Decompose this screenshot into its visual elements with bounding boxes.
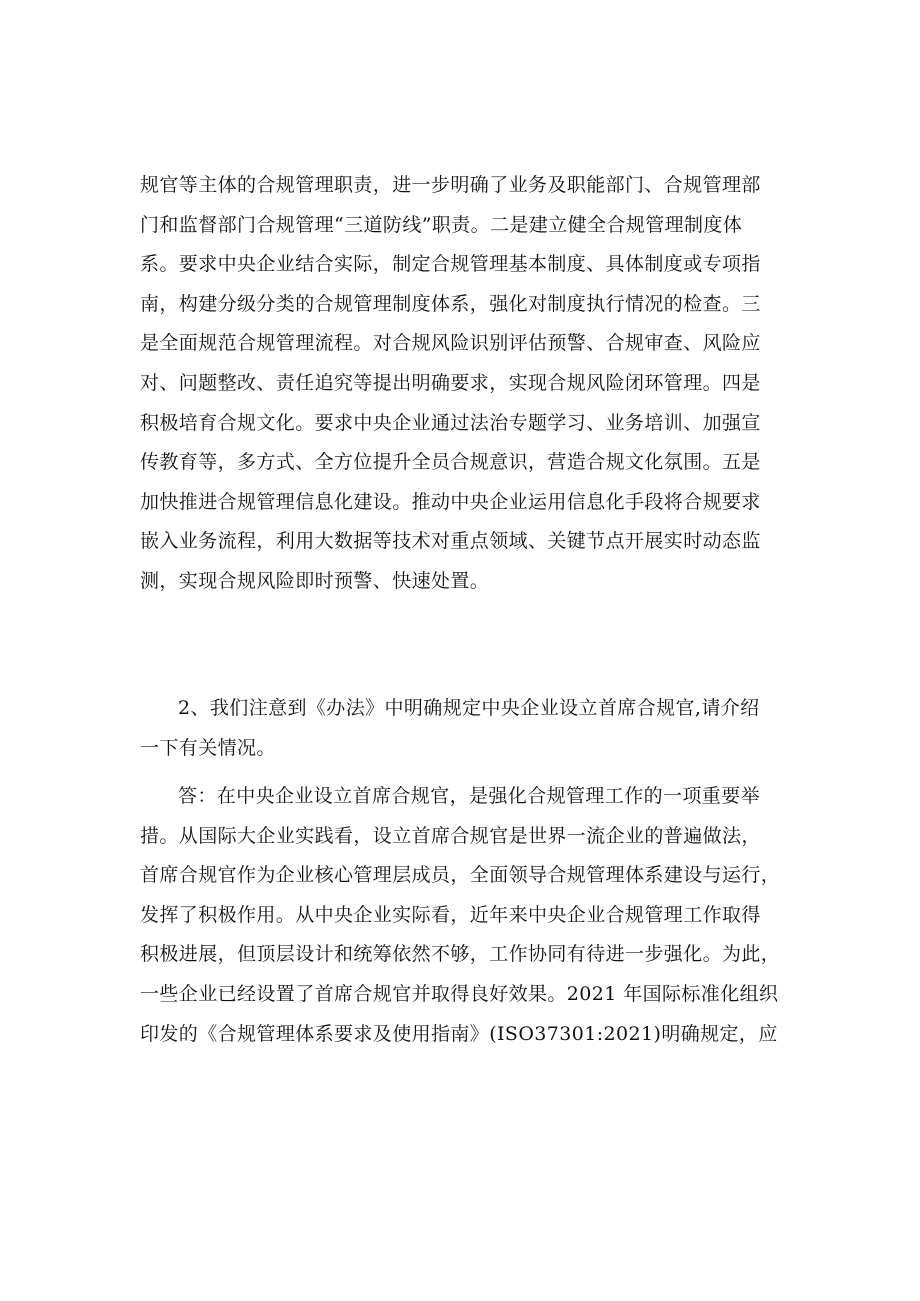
text-line: 传教育等，多方式、全方位提升全员合规意识，营造合规文化氛围。五是 xyxy=(140,451,761,474)
text-line: 发挥了积极作用。从中央企业实际看，近年来中央企业合规管理工作取得 xyxy=(140,903,761,926)
text-line: 2、我们注意到《办法》中明确规定中央企业设立首席合规官,请介绍 xyxy=(178,697,760,719)
text-line: 印发的《合规管理体系要求及使用指南》(ISO37301:2021)明确规定，应 xyxy=(140,1022,778,1045)
text-line: 测，实现合规风险即时预警、快速处置。 xyxy=(140,569,490,592)
text-line: 是全面规范合规管理流程。对合规风险识别评估预警、合规审查、风险应 xyxy=(140,332,761,355)
text-line: 措。从国际大企业实践看，设立首席合规官是世界一流企业的普遍做法， xyxy=(140,824,761,847)
text-line: 积极培育合规文化。要求中央企业通过法治专题学习、业务培训、加强宣 xyxy=(140,411,761,434)
text-line: 系。要求中央企业结合实际，制定合规管理基本制度、具体制度或专项指 xyxy=(140,253,761,276)
paragraph-compliance-system xyxy=(140,166,790,602)
text-line: 加快推进合规管理信息化建设。推动中央企业运用信息化手段将合规要求 xyxy=(140,490,761,513)
text-line: 一下有关情况。 xyxy=(140,736,276,759)
text-line: 一些企业已经设置了首席合规官并取得良好效果。2021 年国际标准化组织 xyxy=(140,982,779,1005)
text-line: 答：在中央企业设立首席合规官，是强化合规管理工作的一项重要举 xyxy=(178,785,761,807)
text-line: 积极进展，但顶层设计和统筹依然不够，工作协同有待进一步强化。为此， xyxy=(140,943,781,966)
text-line: 对、问题整改、责任追究等提出明确要求，实现合规风险闭环管理。四是 xyxy=(140,371,761,394)
text-line: 门和监督部门合规管理“三道防线”职责。二是建立健全合规管理制度体 xyxy=(140,213,743,236)
paragraph-question-2 xyxy=(140,689,790,768)
text-line: 规官等主体的合规管理职责，进一步明确了业务及职能部门、合规管理部 xyxy=(140,174,761,196)
text-line: 南，构建分级分类的合规管理制度体系，强化对制度执行情况的检查。三 xyxy=(140,292,761,315)
text-line: 首席合规官作为企业核心管理层成员，全面领导合规管理体系建设与运行， xyxy=(140,864,781,887)
text-line: 嵌入业务流程，利用大数据等技术对重点领域、关键节点开展实时动态监 xyxy=(140,530,761,553)
paragraph-answer xyxy=(140,777,790,1054)
